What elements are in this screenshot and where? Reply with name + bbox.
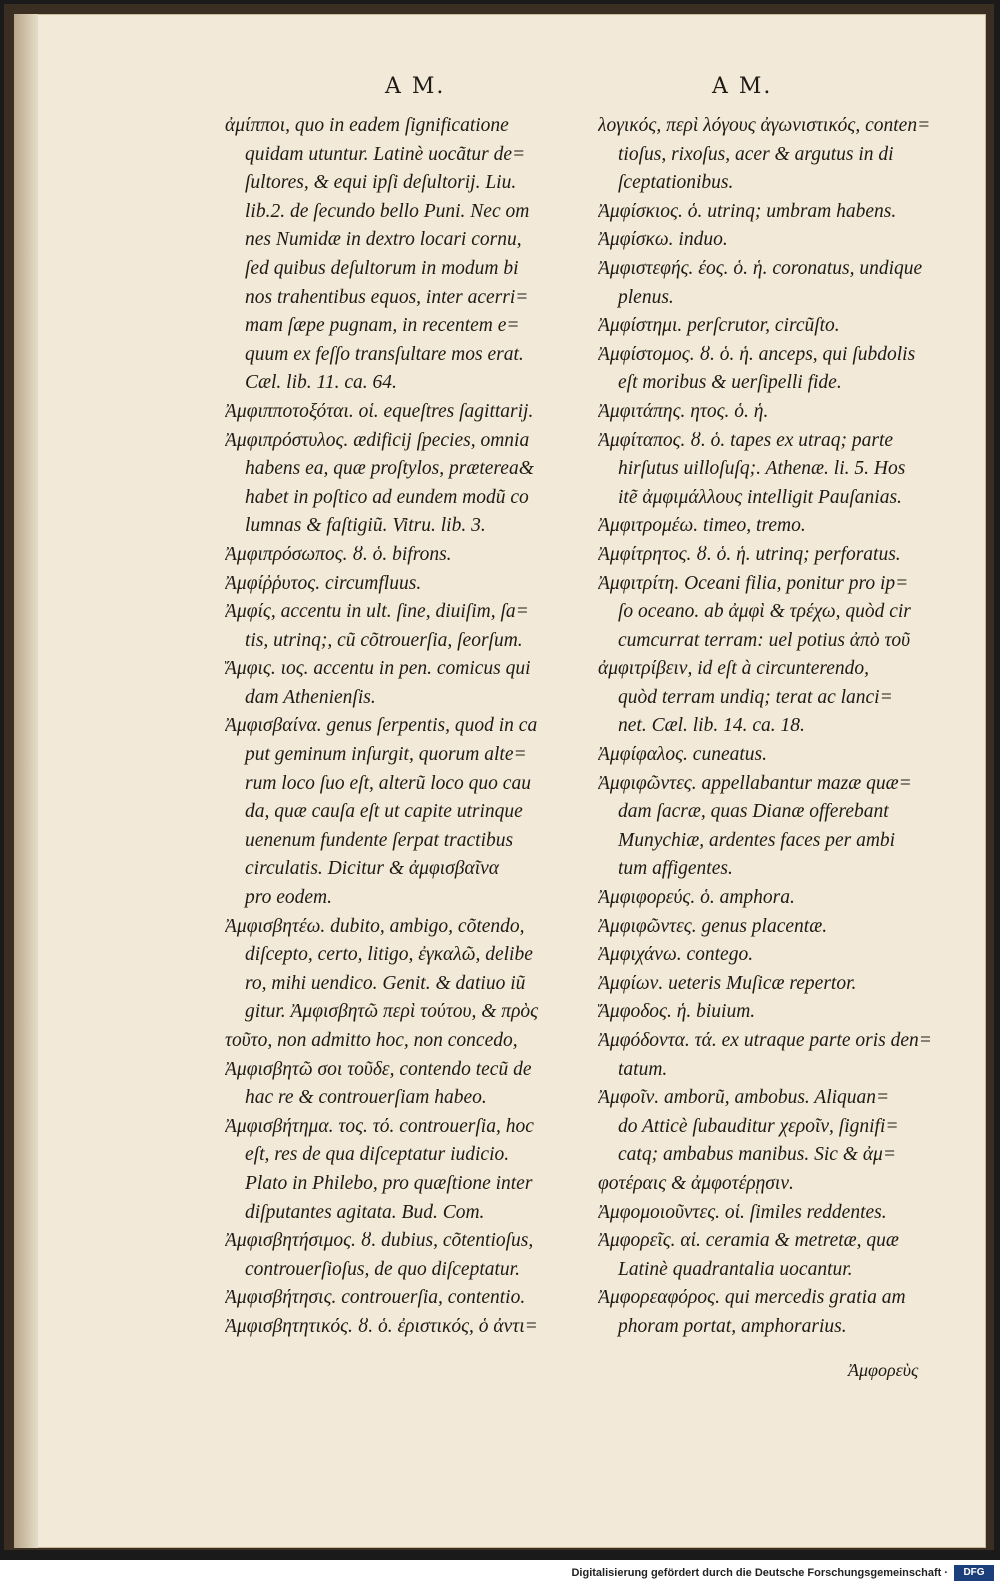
- text-line: pro eodem.: [245, 887, 333, 909]
- text-line: Ἀμφισβήτημα. τος. τό. controuerſia, hoc: [225, 1115, 534, 1137]
- text-line: Ἀμφοῖν. amborũ, ambobus. Aliquan=: [598, 1087, 890, 1109]
- text-line: plenus.: [618, 286, 674, 308]
- text-line: tatum.: [618, 1058, 668, 1080]
- text-line: Ἀμφισβήτησις. controuerſia, contentio.: [225, 1287, 526, 1309]
- text-line: Ἀμφίσκιος. ὁ. utrinq; umbram habens.: [598, 200, 897, 222]
- text-line: ſo oceano. ab ἀμφὶ & τρέχω, quòd cir: [618, 601, 911, 623]
- text-line: Ἄμφοδος. ἡ. biuium.: [598, 1001, 756, 1023]
- text-line: Ἀμφιτάπης. ητος. ὁ. ἡ.: [598, 400, 769, 422]
- text-line: tis, utrinq;, cũ cõtrouerſia, ſeorſum.: [245, 629, 523, 651]
- text-line: ſceptationibus.: [618, 172, 734, 194]
- text-line: Ἀμφίων. ueteris Muſicæ repertor.: [598, 972, 857, 994]
- text-line: ſed quibus deſultorum in modum bi: [245, 257, 519, 279]
- text-line: Ἀμφισβητήσιμος. ȣ. dubius, cõtentioſus,: [225, 1230, 534, 1252]
- page-binding-shadow: [14, 14, 38, 1548]
- text-line: Ἀμφισβαίνα. genus ſerpentis, quod in ca: [225, 715, 538, 737]
- left-column-text: [225, 112, 570, 1342]
- text-line: da, quæ cauſa eſt ut capite utrinque: [245, 801, 523, 823]
- text-line: Ἀμφομοιοῦντες. οἱ. ſimiles reddentes.: [598, 1201, 887, 1223]
- text-line: Ἀμφισβητέω. dubito, ambigo, cõtendo,: [225, 915, 525, 937]
- text-line: diſcepto, certo, litigo, ἐγκαλῶ, delibe: [245, 944, 533, 966]
- text-line: Cæl. lib. 11. ca. 64.: [245, 372, 397, 394]
- text-line: Ἀμφιπρόσωπος. ȣ. ὁ. bifrons.: [225, 543, 452, 565]
- text-line: ἀμφιτρίβειν, id eſt à circunterendo,: [598, 658, 870, 680]
- text-line: nos trahentibus equos, inter acerri=: [245, 286, 529, 308]
- text-line: τοῦτο, non admitto hoc, non concedo,: [225, 1030, 518, 1051]
- text-line: eſt moribus & uerſipelli fide.: [618, 372, 842, 394]
- running-header-left: A M.: [385, 74, 446, 99]
- text-line: dam Athenienſis.: [245, 686, 376, 708]
- text-line: phoram portat, amphorarius.: [618, 1315, 847, 1337]
- text-line: dam ſacræ, quas Dianæ offerebant: [618, 801, 889, 823]
- text-line: itẽ ἀμφιμάλλους intelligit Pauſanias.: [618, 486, 902, 508]
- text-line: Plato in Philebo, pro quæſtione inter: [245, 1172, 533, 1194]
- text-line: hirſutus uilloſuſq;. Athenæ. li. 5. Hos: [618, 458, 906, 480]
- text-line: lib.2. de ſecundo bello Puni. Nec om: [245, 200, 530, 222]
- text-line: habens ea, quæ proſtylos, præterea&: [245, 458, 534, 480]
- text-line: Ἀμφίς, accentu in ult. ſine, diuiſim, ſa=: [225, 601, 529, 623]
- text-line: Ἀμφορεῖς. αἱ. ceramia & metretæ, quæ: [598, 1230, 899, 1252]
- text-line: Ἀμφιχάνω. contego.: [598, 944, 754, 966]
- text-line: eſt, res de qua diſceptatur iudicio.: [245, 1144, 510, 1166]
- text-line: net. Cæl. lib. 14. ca. 18.: [618, 715, 805, 737]
- text-line: catq; ambabus manibus. Sic & ἀμ=: [618, 1144, 896, 1166]
- text-line: Ἀμφισβητητικός. ȣ. ὁ. ἐριστικός, ὁ ἀντι=: [225, 1315, 538, 1337]
- text-line: Ἀμφιστεφής. έος. ὁ. ἡ. coronatus, undique: [598, 257, 923, 279]
- text-line: quòd terram undiq; terat ac lanci=: [618, 686, 893, 708]
- text-line: Ἀμφίφαλος. cuneatus.: [598, 744, 767, 766]
- text-line: Ἀμφίσκω. induo.: [598, 229, 728, 251]
- text-line: ἀμίπποι, quo in eadem ſignificatione: [225, 115, 509, 136]
- footer-credit: Digitalisierung gefördert durch die Deutsche Forschungsgemeinschaft ·: [571, 1567, 948, 1579]
- text-line: Munychiæ, ardentes faces per ambi: [618, 829, 896, 851]
- text-line: Ἀμφιτρίτη. Oceani filia, ponitur pro ip=: [598, 572, 909, 594]
- text-line: habet in poſtico ad eundem modũ co: [245, 486, 529, 508]
- text-line: Ἀμφιφορεύς. ὁ. amphora.: [598, 887, 795, 909]
- text-line: lumnas & faſtigiũ. Vitru. lib. 3.: [245, 515, 486, 537]
- text-line: Ἀμφίστημι. perſcrutor, circũſto.: [598, 315, 840, 337]
- text-line: circulatis. Dicitur & ἀμφισβαῖνα: [245, 858, 500, 880]
- text-line: Ἀμφίῤῥυτος. circumfluus.: [225, 572, 422, 594]
- footer-bar: [0, 1560, 1000, 1592]
- text-line: tum affigentes.: [618, 858, 733, 880]
- text-line: φοτέραις & ἀμφοτέρῃσιν.: [598, 1172, 794, 1194]
- text-line: Ἀμφόδοντα. τά. ex utraque parte oris den=: [598, 1030, 932, 1051]
- text-line: gitur. Ἀμφισβητῶ περὶ τούτου, & πρὸς: [245, 1001, 539, 1023]
- text-line: tioſus, rixoſus, acer & argutus in di: [618, 143, 894, 165]
- text-line: Latinè quadrantalia uocantur.: [618, 1258, 853, 1280]
- text-line: quidam utuntur. Latinè uocãtur de=: [245, 143, 526, 165]
- text-line: Ἄμφις. ιος. accentu in pen. comicus qui: [225, 658, 531, 680]
- text-line: Ἀμφορεαφόρος. qui mercedis gratia am: [598, 1287, 906, 1309]
- text-line: ſultores, & equi ipſi deſultorij. Liu.: [245, 172, 517, 194]
- text-line: Ἀμφισβητῶ σοι τοῦδε, contendo tecũ de: [225, 1058, 532, 1080]
- text-line: nes Numidæ in dextro locari cornu,: [245, 229, 522, 251]
- text-line: Ἀμφιτρομέω. timeo, tremo.: [598, 515, 806, 537]
- running-header-right: A M.: [712, 74, 773, 99]
- text-line: Ἀμφιπρόστυλος. ædificij ſpecies, omnia: [225, 429, 530, 451]
- text-line: λογικός, περὶ λόγους ἀγωνιστικός, conten=: [598, 115, 931, 136]
- text-line: Ἀμφίτρητος. ȣ. ὁ. ἡ. utrinq; perforatus.: [598, 543, 901, 565]
- text-line: cumcurrat terram: uel potius ἀπὸ τοῦ: [618, 629, 911, 651]
- catchword: Ἀμφορεὺς: [848, 1360, 919, 1380]
- text-line: diſputantes agitata. Bud. Com.: [245, 1201, 485, 1223]
- text-line: hac re & controuerſiam habeo.: [245, 1087, 487, 1109]
- text-line: quum ex feſſo transſultare mos erat.: [245, 343, 524, 365]
- text-line: do Atticè ſubauditur χεροῖν, ſignifi=: [618, 1115, 899, 1137]
- text-line: Ἀμφιπποτοξόται. οἱ. equeſtres ſagittarij.: [225, 400, 534, 422]
- text-line: put geminum inſurgit, quorum alte=: [245, 744, 527, 766]
- text-line: rum loco ſuo eſt, alterũ loco quo cau: [245, 772, 531, 794]
- text-line: mam ſæpe pugnam, in recentem e=: [245, 315, 520, 337]
- text-line: controuerſioſus, de quo diſceptatur.: [245, 1258, 520, 1280]
- right-column-text: [598, 112, 943, 1342]
- text-line: Ἀμφιφῶντες. genus placentæ.: [598, 915, 828, 937]
- text-line: Ἀμφίταπος. ȣ. ὁ. tapes ex utraq; parte: [598, 429, 894, 451]
- text-line: Ἀμφιφῶντες. appellabantur mazæ quæ=: [598, 772, 912, 794]
- text-line: Ἀμφίστομος. ȣ. ὁ. ἡ. anceps, qui ſubdolis: [598, 343, 916, 365]
- text-line: ro, mihi uendico. Genit. & datiuo iũ: [245, 972, 526, 994]
- dfg-logo: DFG: [954, 1565, 994, 1581]
- text-line: uenenum fundente ſerpat tractibus: [245, 829, 514, 851]
